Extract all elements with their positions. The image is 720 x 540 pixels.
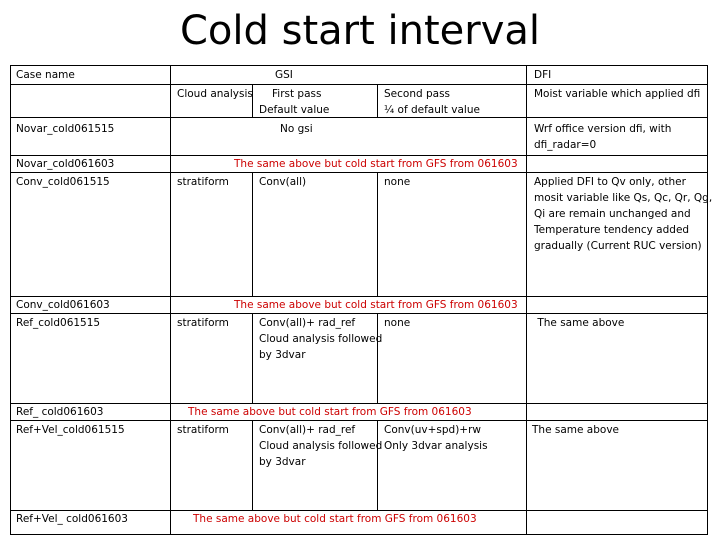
row-note: The same above but cold start from GFS from 061603 (234, 158, 518, 170)
row-first-pass: Cloud analysis followed (259, 440, 383, 452)
row-cloud: stratiform (177, 176, 229, 188)
row-dfi: gradually (Current RUC version) (534, 240, 702, 252)
row-second-pass: none (384, 176, 411, 188)
header-cloud-analysis: Cloud analysis (177, 88, 253, 100)
row-case: Ref_ cold061603 (16, 406, 104, 418)
page-title: Cold start interval (180, 8, 540, 54)
row-case: Novar_cold061515 (16, 123, 115, 135)
row-first-pass: by 3dvar (259, 349, 306, 361)
row-case: Conv_cold061603 (16, 299, 110, 311)
row-dfi: Applied DFI to Qv only, other (534, 176, 686, 188)
row-cloud: stratiform (177, 317, 229, 329)
row-note: The same above but cold start from GFS from 061603 (234, 299, 518, 311)
row-case: Novar_cold061603 (16, 158, 115, 170)
header-second-pass-sub: ¼ of default value (384, 104, 480, 116)
row-first-pass: Conv(all)+ rad_ref (259, 317, 356, 329)
row-case: Conv_cold061515 (16, 176, 110, 188)
row-second-pass: Only 3dvar analysis (384, 440, 488, 452)
header-dfi: DFI (534, 69, 552, 81)
row-case: Ref+Vel_cold061515 (16, 424, 125, 436)
row-case: Ref_cold061515 (16, 317, 101, 329)
row-gsi: No gsi (280, 123, 313, 135)
row-second-pass: none (384, 317, 411, 329)
row-note: The same above but cold start from GFS from 061603 (188, 406, 472, 418)
row-dfi: Temperature tendency added (534, 224, 690, 236)
row-dfi: The same above (534, 317, 625, 329)
row-dfi: mosit variable like Qs, Qc, Qr, Qg, (534, 192, 713, 204)
header-gsi: GSI (275, 69, 293, 81)
row-note: The same above but cold start from GFS from 061603 (193, 513, 477, 525)
header-case-name: Case name (16, 69, 75, 81)
header-dfi-sub: Moist variable which applied dfi (534, 88, 701, 100)
row-first-pass: Cloud analysis followed (259, 333, 383, 345)
row-first-pass: by 3dvar (259, 456, 306, 468)
header-first-pass-sub: Default value (259, 104, 330, 116)
row-dfi: dfi_radar=0 (534, 139, 597, 151)
row-first-pass: Conv(all)+ rad_ref (259, 424, 356, 436)
row-case: Ref+Vel_ cold061603 (16, 513, 128, 525)
header-second-pass: Second pass (384, 88, 451, 100)
row-dfi: Qi are remain unchanged and (534, 208, 691, 220)
header-first-pass: First pass (272, 88, 322, 100)
row-dfi: Wrf office version dfi, with (534, 123, 672, 135)
row-second-pass: Conv(uv+spd)+rw (384, 424, 481, 436)
row-dfi: The same above (532, 424, 619, 436)
row-cloud: stratiform (177, 424, 229, 436)
row-first-pass: Conv(all) (259, 176, 307, 188)
